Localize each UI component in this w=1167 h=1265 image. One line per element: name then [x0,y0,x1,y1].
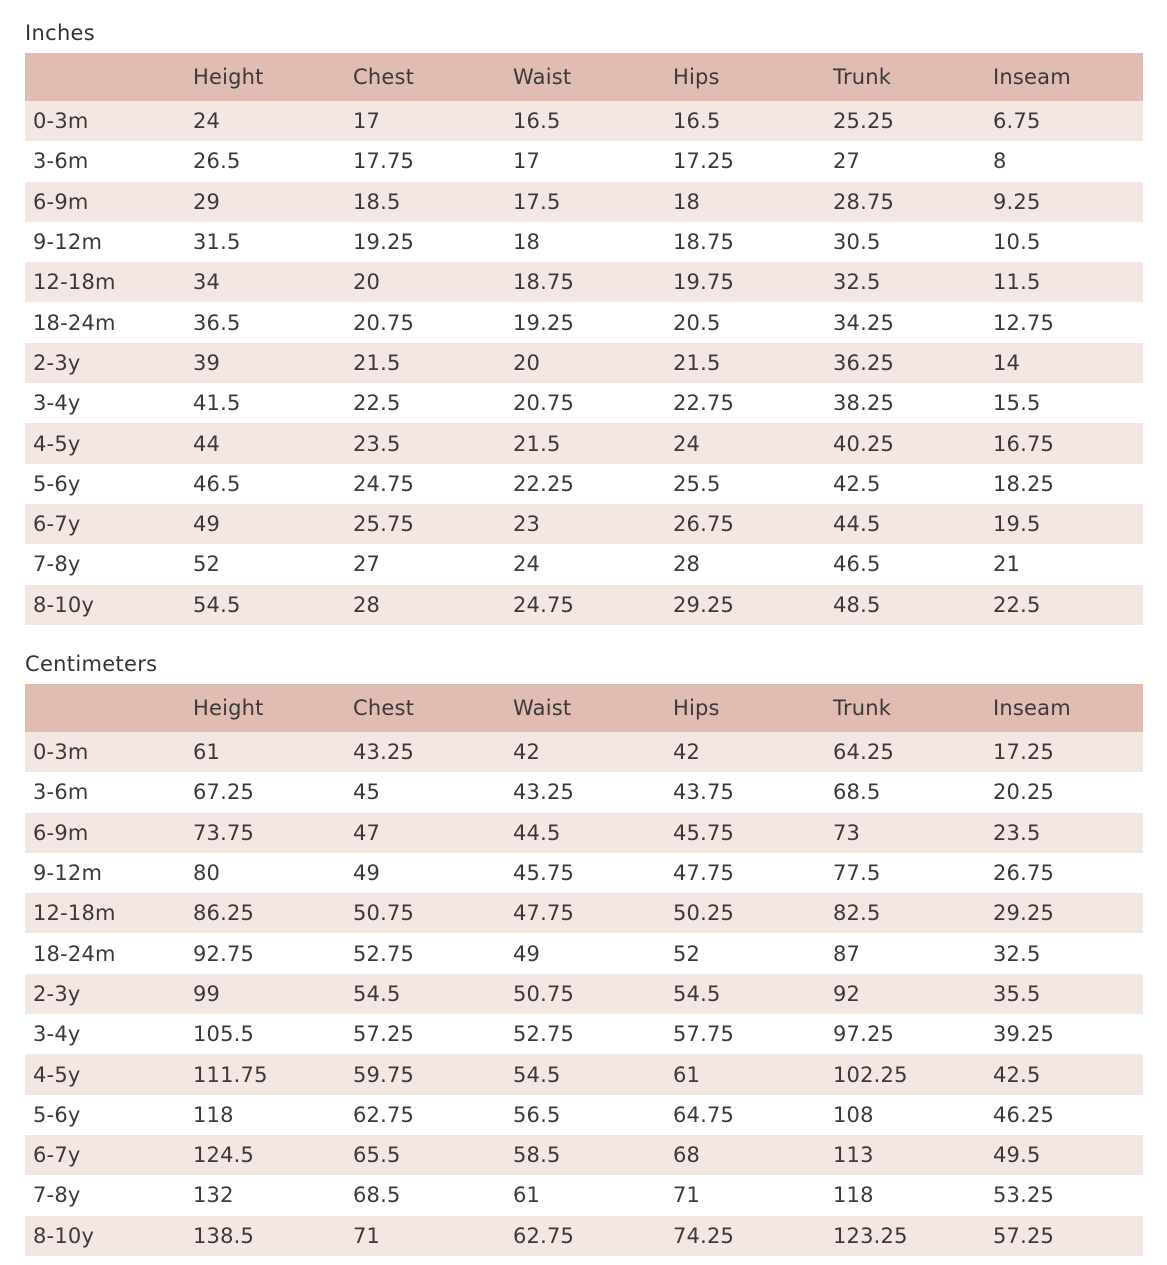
table-row [25,544,1143,584]
measurement-cell: 123.25 [825,1216,985,1256]
measurement-cell: 16.75 [985,423,1143,463]
table-row [25,423,1143,463]
measurement-cell: 20.5 [673,310,721,335]
measurement-cell: 67.25 [193,780,255,805]
measurement-cell: 48.5 [825,585,985,625]
measurement-cell: 21 [993,552,1021,577]
header-cell: Chest [345,684,505,732]
size-label-cell: 7-8y [33,552,81,577]
measurement-cell: 28 [345,585,505,625]
measurement-cell: 52.75 [353,941,415,966]
size-label-cell: 7-8y [33,1183,81,1208]
table-row [25,141,1143,181]
measurement-cell: 62.75 [505,1216,665,1256]
measurement-cell: 68.5 [833,780,881,805]
header-cell-size [25,684,185,732]
table-row [25,343,1143,383]
measurement-cell: 26.5 [193,149,241,174]
size-label-cell: 8-10y [25,585,185,625]
measurement-cell: 39.25 [993,1022,1055,1047]
measurement-cell: 29.25 [985,893,1143,933]
size-label-cell: 0-3m [25,732,185,772]
measurement-cell: 52 [193,552,221,577]
measurement-cell: 8 [993,149,1007,174]
measurement-cell: 52.75 [513,1022,575,1047]
size-label-cell: 6-7y [25,504,185,544]
measurement-cell: 50.25 [665,893,825,933]
measurement-cell: 16.5 [505,101,665,141]
measurement-cell: 38.25 [833,391,895,416]
measurement-cell: 10.5 [993,230,1041,255]
measurement-cell: 29.25 [665,585,825,625]
table-row [25,585,1143,625]
measurement-cell: 25.5 [673,471,721,496]
measurement-cell: 54.5 [665,974,825,1014]
measurement-cell: 47.75 [673,861,735,886]
measurement-cell: 36.5 [193,310,241,335]
measurement-cell: 39 [185,343,345,383]
header-cell: Hips [665,684,825,732]
measurement-cell: 49 [185,504,345,544]
size-label-cell: 3-6m [33,780,89,805]
measurement-cell: 17.75 [353,149,415,174]
measurement-cell: 44.5 [825,504,985,544]
measurement-cell: 17.25 [673,149,735,174]
measurement-cell: 47 [345,813,505,853]
measurement-cell: 108 [833,1102,874,1127]
measurement-cell: 20 [505,343,665,383]
measurement-cell: 16.5 [665,101,825,141]
size-label-cell: 18-24m [33,941,116,966]
table-row [25,853,1143,893]
measurement-cell: 49.5 [985,1135,1143,1175]
size-label-cell: 0-3m [25,101,185,141]
measurement-cell: 71 [345,1216,505,1256]
measurement-cell: 56.5 [513,1102,561,1127]
measurement-cell: 44 [185,423,345,463]
measurement-cell: 65.5 [345,1135,505,1175]
measurement-cell: 45.75 [665,813,825,853]
measurement-cell: 61 [665,1054,825,1094]
table-row [25,1175,1143,1215]
measurement-cell: 28 [673,552,701,577]
measurement-cell: 64.25 [825,732,985,772]
size-label-cell: 9-12m [33,230,103,255]
header-cell: Waist [505,684,665,732]
size-label-cell: 9-12m [33,861,103,886]
measurement-cell: 46.5 [833,552,881,577]
measurement-cell: 22.5 [353,391,401,416]
measurement-cell: 18 [665,182,825,222]
measurement-cell: 54.5 [185,585,345,625]
measurement-cell: 18.5 [345,182,505,222]
measurement-cell: 52 [673,941,701,966]
measurement-cell: 42 [665,732,825,772]
measurement-cell: 12.75 [993,310,1055,335]
measurement-cell: 26.75 [665,504,825,544]
measurement-cell: 20.75 [513,391,575,416]
measurement-cell: 21.5 [505,423,665,463]
table-row [25,302,1143,342]
measurement-cell: 42 [505,732,665,772]
header-cell: Inseam [985,53,1143,101]
measurement-cell: 20 [345,262,505,302]
centimeters-section [25,652,1143,1256]
measurement-cell: 24.75 [505,585,665,625]
measurement-cell: 22.75 [673,391,735,416]
measurement-cell: 23 [505,504,665,544]
table-row [25,933,1143,973]
measurement-cell: 71 [673,1183,701,1208]
measurement-cell: 73.75 [185,813,345,853]
measurement-cell: 17.5 [505,182,665,222]
measurement-cell: 97.25 [833,1022,895,1047]
measurement-cell: 54.5 [505,1054,665,1094]
measurement-cell: 11.5 [985,262,1143,302]
measurement-cell: 45.75 [513,861,575,886]
table-row [25,893,1143,933]
table-row [25,383,1143,423]
table-header-row [25,53,1143,101]
measurement-cell: 58.5 [505,1135,665,1175]
measurement-cell: 42.5 [985,1054,1143,1094]
measurement-cell: 50.75 [505,974,665,1014]
table-row [25,1014,1143,1054]
measurement-cell: 62.75 [353,1102,415,1127]
measurement-cell: 53.25 [993,1183,1055,1208]
measurement-cell: 77.5 [833,861,881,886]
size-label-cell: 4-5y [25,1054,185,1094]
measurement-cell: 35.5 [985,974,1143,1014]
size-label-cell: 12-18m [25,262,185,302]
measurement-cell: 28.75 [825,182,985,222]
measurement-cell: 46.25 [993,1102,1055,1127]
measurement-cell: 20.75 [353,310,415,335]
table-row [25,1216,1143,1256]
measurement-cell: 57.25 [353,1022,415,1047]
measurement-cell: 118 [833,1183,874,1208]
table-row [25,1054,1143,1094]
measurement-cell: 25.25 [825,101,985,141]
measurement-cell: 92.75 [193,941,255,966]
measurement-cell: 138.5 [185,1216,345,1256]
size-label-cell: 12-18m [25,893,185,933]
table-row [25,464,1143,504]
measurement-cell: 43.75 [673,780,735,805]
measurement-cell: 86.25 [185,893,345,933]
inches-title: Inches [25,21,96,45]
measurement-cell: 105.5 [193,1022,255,1047]
header-cell: Inseam [985,684,1143,732]
measurement-cell: 25.75 [345,504,505,544]
measurement-cell: 41.5 [193,391,241,416]
table-row [25,1095,1143,1135]
measurement-cell: 14 [985,343,1143,383]
header-cell: Chest [345,53,505,101]
measurement-cell: 18.75 [673,230,735,255]
measurement-cell: 24 [513,552,541,577]
measurement-cell: 74.25 [665,1216,825,1256]
measurement-cell: 61 [513,1183,541,1208]
size-label-cell: 3-4y [33,1022,81,1047]
table-row [25,504,1143,544]
centimeters-title: Centimeters [25,652,158,676]
table-row [25,732,1143,772]
measurement-cell: 99 [185,974,345,1014]
measurement-cell: 47.75 [505,893,665,933]
measurement-cell: 111.75 [185,1054,345,1094]
measurement-cell: 17 [345,101,505,141]
measurement-cell: 36.25 [825,343,985,383]
size-label-cell: 6-9m [25,182,185,222]
measurement-cell: 82.5 [825,893,985,933]
measurement-cell: 29 [185,182,345,222]
measurement-cell: 44.5 [505,813,665,853]
measurement-cell: 30.5 [833,230,881,255]
size-label-cell: 6-9m [25,813,185,853]
measurement-cell: 17.25 [985,732,1143,772]
size-label-cell: 3-6m [33,149,89,174]
measurement-cell: 32.5 [825,262,985,302]
measurement-cell: 68.5 [353,1183,401,1208]
measurement-cell: 68 [665,1135,825,1175]
size-label-cell: 4-5y [25,423,185,463]
measurement-cell: 118 [193,1102,234,1127]
measurement-cell: 45 [353,780,381,805]
table-row [25,813,1143,853]
measurement-cell: 34.25 [833,310,895,335]
measurement-cell: 24.75 [353,471,415,496]
size-label-cell: 2-3y [25,974,185,1014]
measurement-cell: 43.25 [345,732,505,772]
measurement-cell: 27 [353,552,381,577]
measurement-cell: 43.25 [513,780,575,805]
table-row [25,182,1143,222]
measurement-cell: 31.5 [193,230,241,255]
measurement-cell: 102.25 [825,1054,985,1094]
measurement-cell: 50.75 [345,893,505,933]
measurement-cell: 73 [825,813,985,853]
measurement-cell: 19.75 [665,262,825,302]
measurement-cell: 23.5 [345,423,505,463]
header-cell: Hips [665,53,825,101]
size-label-cell: 6-7y [25,1135,185,1175]
size-label-cell: 5-6y [33,1102,81,1127]
measurement-cell: 23.5 [985,813,1143,853]
measurement-cell: 19.5 [985,504,1143,544]
measurement-cell: 20.25 [993,780,1055,805]
header-cell: Height [185,684,345,732]
table-row [25,974,1143,1014]
table-row [25,222,1143,262]
header-cell: Waist [505,53,665,101]
measurement-cell: 113 [825,1135,985,1175]
measurement-cell: 42.5 [833,471,881,496]
size-label-cell: 2-3y [25,343,185,383]
measurement-cell: 57.25 [985,1216,1143,1256]
measurement-cell: 18 [513,230,541,255]
measurement-cell: 27 [833,149,861,174]
measurement-cell: 21.5 [345,343,505,383]
measurement-cell: 24 [665,423,825,463]
size-label-cell: 8-10y [25,1216,185,1256]
measurement-cell: 87 [833,941,861,966]
centimeters-table [25,684,1143,1256]
measurement-cell: 40.25 [825,423,985,463]
measurement-cell: 57.75 [673,1022,735,1047]
inches-section [25,21,1143,625]
measurement-cell: 59.75 [345,1054,505,1094]
inches-table [25,53,1143,625]
measurement-cell: 61 [185,732,345,772]
table-row [25,772,1143,812]
measurement-cell: 18.25 [993,471,1055,496]
measurement-cell: 92 [825,974,985,1014]
measurement-cell: 49 [353,861,381,886]
measurement-cell: 26.75 [993,861,1055,886]
measurement-cell: 15.5 [993,391,1041,416]
table-row [25,1135,1143,1175]
measurement-cell: 19.25 [353,230,415,255]
measurement-cell: 18.75 [505,262,665,302]
size-label-cell: 3-4y [33,391,81,416]
table-header-row [25,684,1143,732]
measurement-cell: 54.5 [345,974,505,1014]
measurement-cell: 64.75 [673,1102,735,1127]
measurement-cell: 6.75 [985,101,1143,141]
measurement-cell: 22.25 [513,471,575,496]
table-row [25,262,1143,302]
measurement-cell: 49 [513,941,541,966]
measurement-cell: 17 [513,149,541,174]
measurement-cell: 19.25 [513,310,575,335]
measurement-cell: 22.5 [985,585,1143,625]
size-label-cell: 5-6y [33,471,81,496]
header-cell-size [25,53,185,101]
measurement-cell: 24 [185,101,345,141]
measurement-cell: 32.5 [993,941,1041,966]
header-cell: Trunk [825,53,985,101]
measurement-cell: 124.5 [185,1135,345,1175]
measurement-cell: 46.5 [193,471,241,496]
measurement-cell: 132 [193,1183,234,1208]
header-cell: Height [185,53,345,101]
measurement-cell: 34 [185,262,345,302]
measurement-cell: 21.5 [665,343,825,383]
measurement-cell: 9.25 [985,182,1143,222]
table-row [25,101,1143,141]
size-label-cell: 18-24m [33,310,116,335]
measurement-cell: 80 [193,861,221,886]
header-cell: Trunk [825,684,985,732]
